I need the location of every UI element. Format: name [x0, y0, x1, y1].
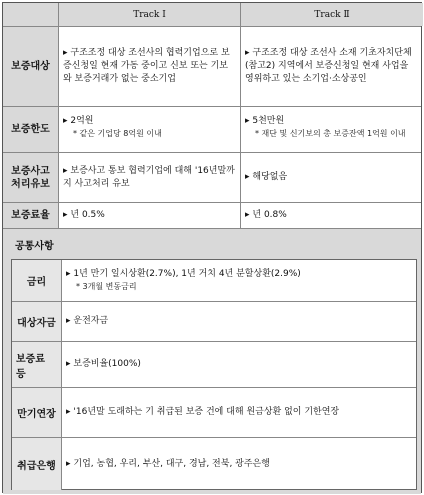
row-label-fee: 보증료율	[3, 203, 59, 228]
common-banks-text: ▸ 기업, 농협, 우리, 부산, 대구, 경남, 전북, 광주은행	[66, 458, 270, 471]
common-banks-cell	[62, 438, 416, 490]
header-blank-cell	[3, 3, 59, 26]
accident-track1-text: ▸ 보증사고 통보 협력기업에 대해 '16년말까지 사고처리 유보	[63, 165, 236, 191]
fee-track1-cell	[59, 203, 241, 228]
common-ratio-cell	[62, 342, 416, 387]
limit-track1-cell	[59, 107, 241, 152]
common-ratio-text: ▸ 보증비율(100%)	[66, 358, 141, 371]
fee-track2-cell	[241, 203, 423, 228]
target-track2-text: ▸ 구조조정 대상 조선사 소재 기초자치단체(참고2) 지역에서 보증신청일 현재 사업을 영위하고 있는 소기업·소상공인	[245, 47, 419, 86]
common-label-funds: 대상자금	[12, 302, 62, 341]
limit-track1-note: * 같은 기업당 8억원 이내	[73, 129, 162, 138]
common-rate-text: ▸ 1년 만기 일시상환(2.7%), 1년 거치 4년 분할상환(2.9%)	[66, 269, 301, 279]
common-row-rate	[12, 260, 416, 302]
common-row-banks	[12, 438, 416, 490]
common-label-ratio: 보증료 등	[12, 342, 62, 387]
common-title: 공통사항	[15, 240, 54, 252]
common-funds-text: ▸ 운전자금	[66, 315, 108, 328]
common-section-header	[3, 229, 421, 259]
row-target	[3, 27, 421, 107]
row-limit	[3, 107, 421, 153]
common-row-extension	[12, 388, 416, 438]
support-table	[2, 2, 422, 493]
target-track2-cell	[241, 27, 423, 106]
accident-track2-cell	[241, 153, 423, 202]
limit-track2-cell	[241, 107, 423, 152]
row-fee	[3, 203, 421, 229]
fee-track2-text: ▸ 년 0.8%	[245, 209, 287, 222]
row-label-target: 보증대상	[3, 27, 59, 106]
common-rate-cell	[62, 260, 416, 301]
accident-track2-text: ▸ 해당없음	[245, 171, 287, 184]
row-label-limit: 보증한도	[3, 107, 59, 152]
common-extension-text: ▸ '16년말 도래하는 기 취급된 보증 건에 대해 원금상환 없이 기한연장	[66, 406, 339, 419]
limit-track2-text: ▸ 5천만원	[245, 116, 284, 126]
common-section-frame	[3, 259, 421, 494]
accident-track1-cell	[59, 153, 241, 202]
common-funds-cell	[62, 302, 416, 341]
common-label-banks: 취급은행	[12, 438, 62, 490]
row-label-accident: 보증사고 처리유보	[3, 153, 59, 202]
target-track1-cell	[59, 27, 241, 106]
common-row-funds	[12, 302, 416, 342]
header-track2: Track Ⅱ	[241, 3, 423, 26]
row-accident	[3, 153, 421, 203]
common-row-ratio	[12, 342, 416, 388]
header-track1: Track Ⅰ	[59, 3, 241, 26]
limit-track1-text: ▸ 2억원	[63, 116, 94, 126]
limit-track2-note: * 재단 및 신기보의 총 보증잔액 1억원 이내	[255, 129, 406, 138]
common-label-extension: 만기연장	[12, 388, 62, 437]
target-track1-text: ▸ 구조조정 대상 조선사의 협력기업으로 보증신청일 현재 가동 중이고 신보 또는 기보와 보증거래가 없는 중소기업	[63, 47, 236, 86]
common-extension-cell	[62, 388, 416, 437]
common-label-rate: 금리	[12, 260, 62, 301]
common-inner-table	[11, 259, 417, 490]
fee-track1-text: ▸ 년 0.5%	[63, 209, 105, 222]
common-rate-note: * 3개월 변동금리	[76, 282, 137, 291]
table-header-row	[3, 3, 421, 27]
